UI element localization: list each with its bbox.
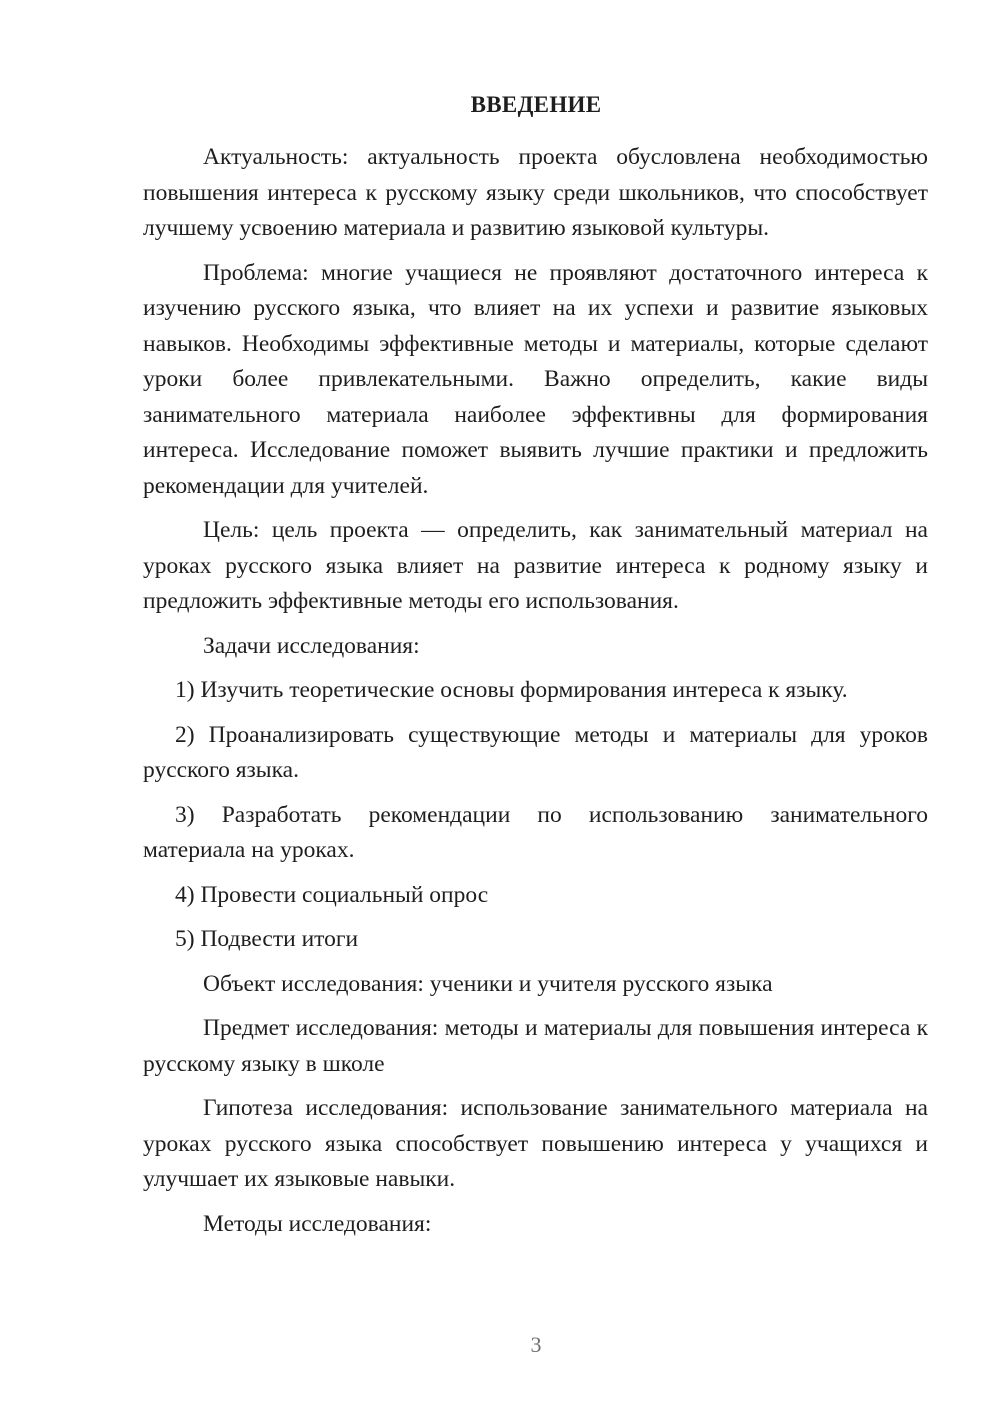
subject-paragraph: Предмет исследования: методы и материалы для повышения интереса к русскому языку в школе xyxy=(143,1015,928,1077)
task-item-5: 5) Подвести итоги xyxy=(175,926,359,952)
object-paragraph: Объект исследования: ученики и учителя русского языка xyxy=(203,970,773,997)
task-item-2: 2) Проанализировать существующие методы и материалы для уроков русского языка. xyxy=(143,721,928,783)
page-number: 3 xyxy=(530,1332,542,1357)
goal-paragraph: Цель: цель проекта — определить, как занимательный материал на уроках русского языка влияет на развитие интереса к родному языку и предложить эффективные методы его использования. xyxy=(143,517,928,614)
document-body xyxy=(143,140,928,1242)
page-title: ВВЕДЕНИЕ xyxy=(470,92,602,117)
methods-heading: Методы исследования: xyxy=(203,1210,432,1237)
relevance-paragraph: Актуальность: актуальность проекта обусловлена необходимостью повышения интереса к русскому языку среди школьников, что способствует лучшему усвоению материала и развитию языковой культуры. xyxy=(143,144,928,241)
tasks-heading: Задачи исследования: xyxy=(203,632,420,659)
problem-paragraph: Проблема: многие учащиеся не проявляют достаточного интереса к изучению русского языка, что влияет на их успехи и развитие языковых навыков. Необходимы эффективные методы и материалы, которые сделают уроки более привлекательными. Важно определить, какие виды занимательного материала наиболее эффективны для формирования интереса. Исследование поможет выявить лучшие практики и предложить рекомендации для учителей. xyxy=(143,259,928,499)
task-item-4: 4) Провести социальный опрос xyxy=(175,881,489,908)
task-item-1: 1) Изучить теоретические основы формирования интереса к языку. xyxy=(175,677,848,703)
hypothesis-paragraph: Гипотеза исследования: использование занимательного материала на уроках русского языка способствует повышению интереса у учащихся и улучшает их языковые навыки. xyxy=(143,1095,928,1192)
task-item-3: 3) Разработать рекомендации по использованию занимательного материала на уроках. xyxy=(143,801,928,863)
